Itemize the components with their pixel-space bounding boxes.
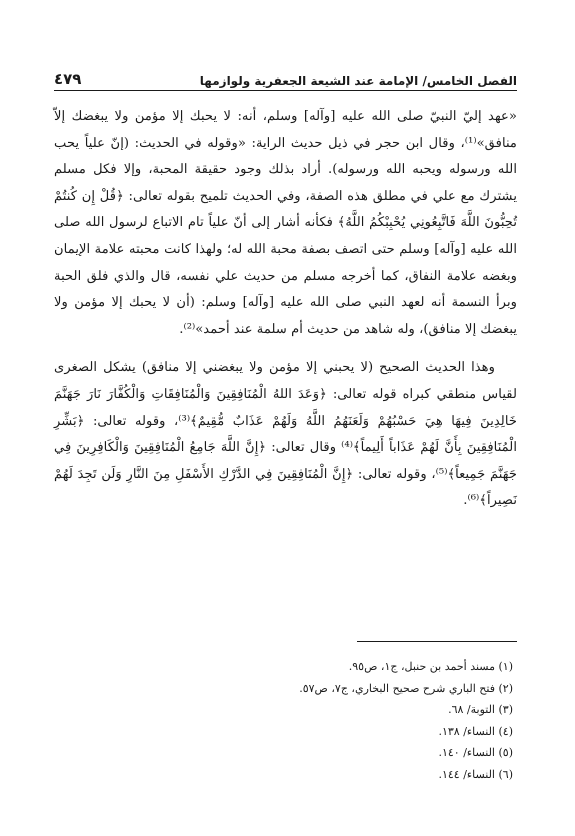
body-text (54, 104, 517, 515)
paragraph: «عهد إليّ النبيّ صلى الله عليه [وآله] وسلم، أنه: لا يحبك إلا مؤمن ولا يبغضك إلاّ منافق»⁽¹⁾، وقال ابن حجر في ذيل حديث الراية: «وقوله في الحديث: (إنّ علياً يحب الله ورسوله ويحبه الله ورسوله). أراد بذلك وجود حقيقة المحبة، وإلا فكل مسلم يشترك مع علي في مطلق هذه الصفة، وفي الحديث تلميح بقوله تعالى: ﴿قُلْ إِن كُنتُمْ تُحِبُّونَ اللَّهَ فَاتَّبِعُونِي يُحْبِبْكُمُ اللَّهُ﴾ فكأنه أشار إلى أنّ علياً تام الاتباع لرسول الله صلى الله عليه [وآله] وسلم حتى اتصف بصفة محبة الله له؛ ولهذا كانت محبته علامة الإيمان وبغضه علامة النفاق، كما أخرجه مسلم من حديث علي نفسه، قال والذي فلق الحبة وبرأ النسمة أنه لعهد النبي صلى الله عليه [وآله] وسلم: (أن لا يحبك إلا مؤمن ولا يبغضك إلا منافق)، وله شاهد من حديث أم سلمة عند أحمد»⁽²⁾. (54, 109, 517, 337)
chapter-title: الفصل الخامس/ الإمامة عند الشيعة الجعفرية ولوازمها (199, 74, 517, 88)
footnote-separator (357, 641, 517, 642)
footnote: (٥) النساء/ ١٤٠. (438, 746, 513, 759)
footnotes (200, 656, 513, 785)
running-header (54, 62, 517, 91)
footnote: (١) مسند أحمد بن حنبل، ج١، ص٩٥. (348, 660, 513, 673)
footnote: (٦) النساء/ ١٤٤. (438, 767, 513, 781)
page-number: ٤٧٩ (54, 70, 82, 88)
footnote: (٢) فتح الباري شرح صحيح البخاري، ج٧، ص٥٧. (299, 681, 513, 695)
footnote: (٤) النساء/ ١٣٨. (438, 724, 513, 738)
paragraph: وهذا الحديث الصحيح (لا يحبني إلا مؤمن ولا يبغضني إلا منافق) يشكل الصغرى لقياس منطقي كبراه قوله تعالى: ﴿وَعَدَ اللهُ الْمُنَافِقِينَ وَالْمُنَافِقَاتِ وَالْكُفَّارَ نَارَ جَهَنَّمَ خَالِدِينَ فِيهَا هِيَ حَسْبُهُمْ وَلَعَنَهُمُ اللَّهُ وَلَهُمْ عَذَابٌ مُّقِيمٌ﴾⁽³⁾، وقوله تعالى: ﴿بَشِّرِ الْمُنَافِقِينَ بِأَنَّ لَهُمْ عَذَاباً أَلِيماً﴾⁽⁴⁾ وقال تعالى: ﴿إِنَّ اللَّهَ جَامِعُ الْمُنَافِقِينَ وَالْكَافِرِينَ فِي جَهَنَّمَ جَمِيعاً﴾⁽⁵⁾، وقوله تعالى: ﴿إِنَّ الْمُنَافِقِينَ فِي الدَّرْكِ الأَسْفَلِ مِنَ النَّارِ وَلَن تَجِدَ لَهُمْ نَصِيراً﴾⁽⁶⁾. (54, 360, 517, 509)
footnote: (٣) التوبة/ ٦٨. (448, 703, 513, 716)
